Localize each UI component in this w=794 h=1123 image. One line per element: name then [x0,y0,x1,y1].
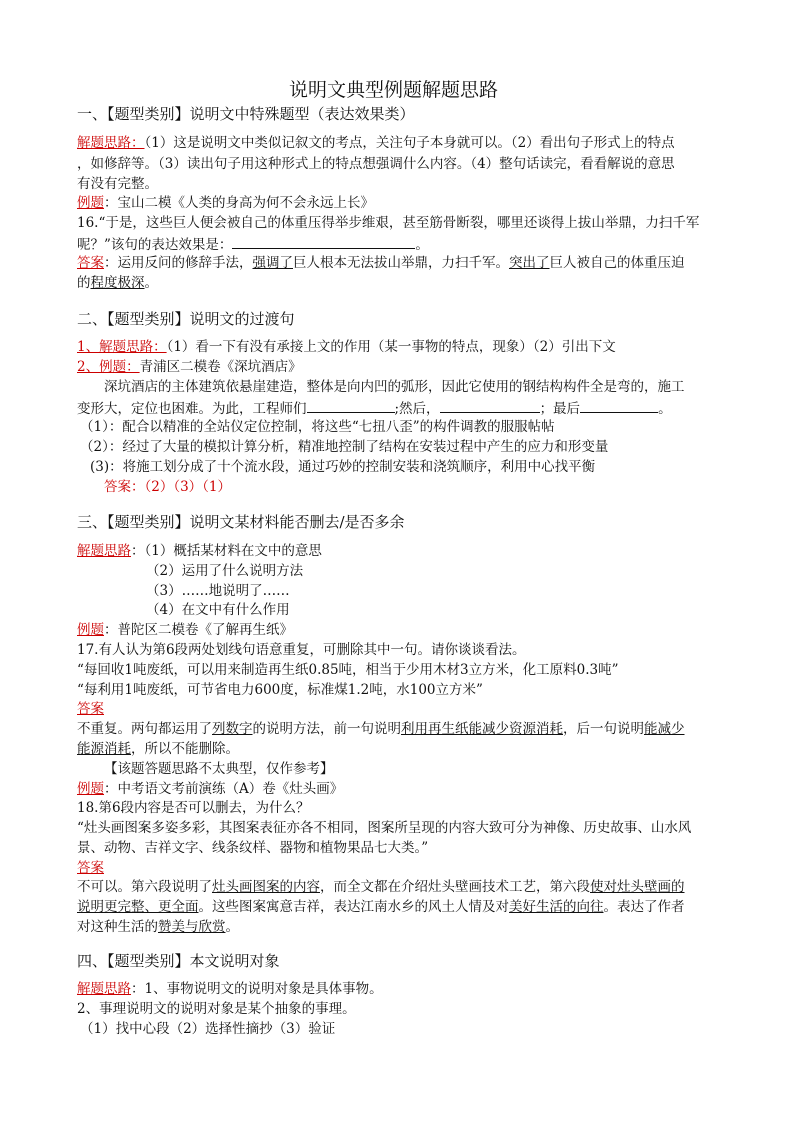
s3-think-line-4: （4）在文中有什么作用 [146,602,290,618]
s1-think-label: 解题思路： [77,135,145,151]
s3-answer-2-label: 答案 [77,860,104,876]
s1-answer-label: 答案 [77,255,104,271]
s4-think-label: 解题思路 [77,981,131,997]
s1-think-line-2: ，如修辞等。（3）读出句子用这种形式上的特点想强调什么内容。（4）整句话读完，看看解说的意思 [77,156,675,172]
s3-quote2-line-2: 景、动物、吉祥文字、线条纹样、器物和植物果品七大类。” [77,840,429,856]
s4-think-line-2: 2、事理说明文的说明对象是某个抽象的事理。 [77,1001,356,1017]
s3-answer-label: 答案 [77,701,104,717]
s2-option-2: （2）：经过了大量的模拟计算分析，精准地控制了结构在安装过程中产生的应力和形变量 [80,439,609,455]
s2-example-line: 2、例题：青浦区二模卷《深坑酒店》 [77,359,302,375]
s4-think-line-1: 解题思路：1、事物说明文的说明对象是具体事物。 [77,981,383,997]
section-4-heading: 四、【题型类别】本文说明对象 [77,952,280,970]
s3-think-line-3: （3）……地说明了…… [146,583,290,599]
s1-question-line-2: 呢？”该句的表达效果是： 。 [77,234,429,254]
s1-example-label: 例题 [77,195,104,211]
s2-answer: 答案：（2）（3）（1） [104,479,232,495]
s2-option-1: （1）：配合以精准的全站仪定位控制，将这些“七扭八歪”的构件调教的服服帖帖 [80,419,555,435]
s2-think-line: 1、解题思路：（1）看一下有没有承接上文的作用（某一事物的特点，现象）（2）引出下文 [77,339,616,355]
s1-think-line-1: 解题思路：（1）这是说明文中类似记叙文的考点，关注句子本身就可以。（2）看出句子形式上的特点 [77,135,675,151]
s3-answer-2-line-1: 不可以。第六段说明了灶头画图案的内容，而全文都在介绍灶头壁画技术工艺，第六段使对灶头壁画的 [77,879,685,895]
s3-example-label: 例题 [77,622,104,638]
s1-think-line-3: 有没有完整。 [77,176,158,192]
s3-quote-1: “每回收1吨废纸，可以用来制造再生纸0.85吨，相当于少用木材3立方米，化工原料0.3吨” [77,662,619,678]
section-3-heading: 三、【题型类别】说明文某材料能否删去/是否多余 [77,513,405,531]
s1-example-line: 例题：宝山二模《人类的身高为何不会永远上长》 [77,195,374,211]
s3-answer-label-line [77,700,104,718]
s3-question: 17.有人认为第6段两处划线句语意重复，可删除其中一句。请你谈谈看法。 [77,642,526,658]
s3-quote-2: “每利用1吨废纸，可节省电力600度，标准煤1.2吨，水100立方米” [77,682,483,698]
s3-quote2-line-1: “灶头画图案多姿多彩，其图案表征亦各不相同，图案所呈现的内容大致可分为神像、历史故事、山水风 [77,820,692,836]
s3-answer-2-line-2: 说明更完整、更全面。这些图案寓意吉祥，表达江南水乡的风土人情及对美好生活的向往。表达了作者 [77,899,685,915]
s3-think-line-1: 解题思路：（1）概括某材料在文中的意思 [77,543,322,559]
s2-passage-line-1: 深坑酒店的主体建筑依悬崖建造，整体是向内凹的弧形，因此它使用的钢结构构件全是弯的，施工 [104,379,685,395]
s3-answer-line-2: 能源消耗，所以不能删除。 [77,741,239,757]
s2-blank-1 [307,398,395,413]
s2-passage-line-2: 变形大，定位也困难。为此，工程师们 ;然后， ；最后 。 [77,398,672,418]
s3-example-2-label: 例题 [77,781,104,797]
s1-question-line-1: 16.“于是，这些巨人便会被自己的体重压得举步维艰，甚至筋骨断裂，哪里还谈得上拔山举鼎，力扫千军 [77,215,700,231]
s2-option-3: (3)：将施工划分成了十个流水段，通过巧妙的控制安装和浇筑顺序，利用中心找平衡 [90,459,596,475]
s3-example-2-line: 例题：中考语文考前演练（A）卷《灶头画》 [77,781,344,797]
s4-think-line-3: （1）找中心段（2）选择性摘抄（3）验证 [80,1021,336,1037]
s3-answer-2-line-3: 对这种生活的赞美与欣赏。 [77,919,239,935]
s3-answer-line-1: 不重复。两句都运用了列数字的说明方法，前一句说明利用再生纸能减少资源消耗，后一句说明能减少 [77,721,685,737]
s3-note: 【该题答题思路不太典型，仅作参考】 [104,761,334,777]
page-title: 说明文典型例题解题思路 [289,79,499,101]
s3-think-line-2: （2）运用了什么说明方法 [146,563,304,579]
s3-question-2: 18.第6段内容是否可以删去，为什么？ [77,800,310,816]
section-1-heading: 一、【题型类别】说明文中特殊题型（表达效果类） [77,105,415,123]
s3-example-line: 例题：普陀区二模卷《了解再生纸》 [77,622,293,638]
s1-answer-line-2: 的程度极深。 [77,275,158,291]
s1-answer-blank [232,234,415,249]
s2-example-label: 2、例题： [77,359,140,375]
s3-think-label: 解题思路 [77,543,131,559]
s1-answer-line-1: 答案：运用反问的修辞手法，强调了巨人根本无法拔山举鼎，力扫千军。突出了巨人被自己的体重压迫 [77,255,685,271]
s3-answer-2-label-line [77,859,104,877]
section-2-heading: 二、【题型类别】说明文的过渡句 [77,310,295,328]
s2-blank-3 [580,398,658,413]
s2-think-label: 1、解题思路： [77,339,167,355]
s2-blank-2 [440,398,540,413]
